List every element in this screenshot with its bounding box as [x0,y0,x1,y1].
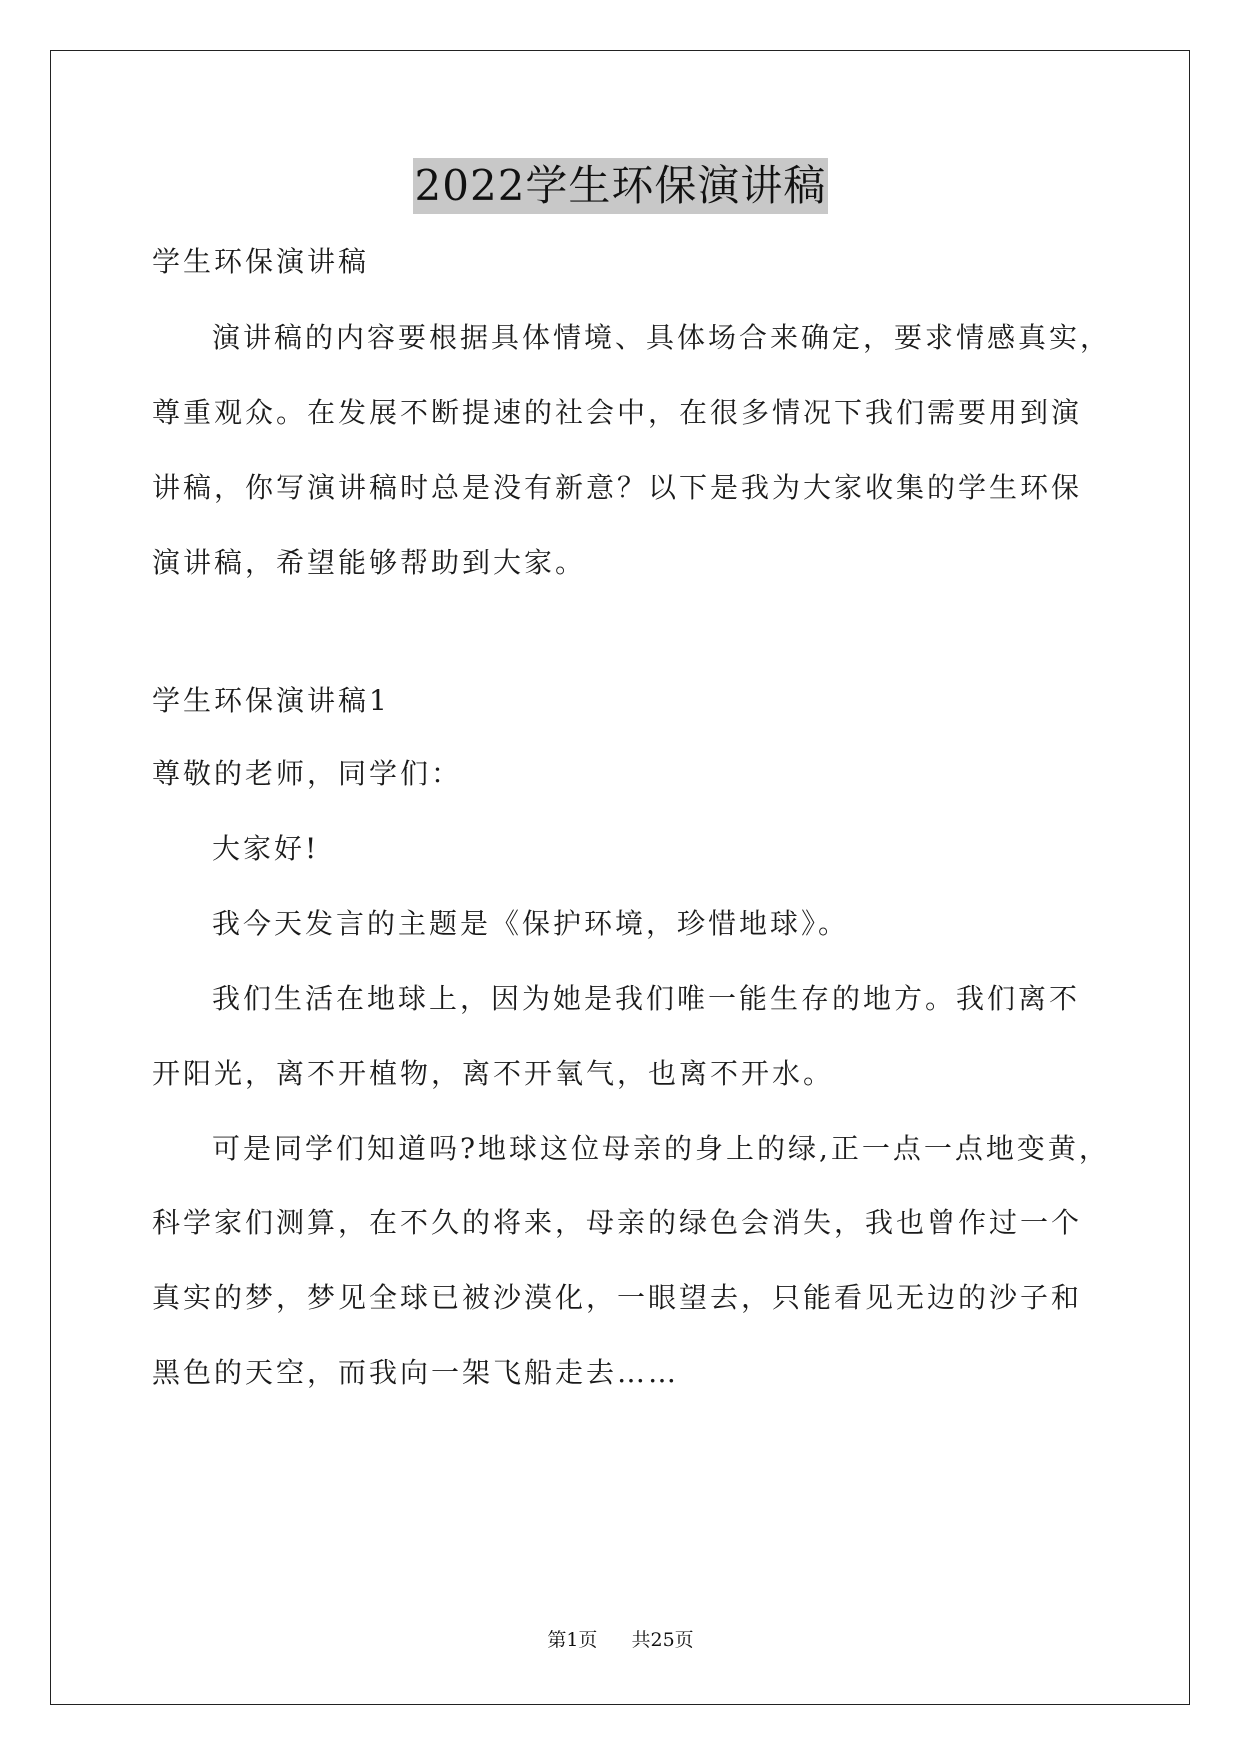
paragraph-line: 我今天发言的主题是《保护环境，珍惜地球》。 [212,907,850,940]
paragraph-line: 真实的梦，梦见全球已被沙漠化，一眼望去，只能看见无边的沙子和 [152,1281,1083,1314]
paragraph-line: 演讲稿，希望能够帮助到大家。 [152,546,587,579]
paragraph-line: 演讲稿的内容要根据具体情境、具体场合来确定，要求情感真实， [212,321,1112,354]
paragraph-line: 开阳光，离不开植物，离不开氧气，也离不开水。 [152,1057,835,1090]
paragraph-line: 黑色的天空，而我向一架飞船走去…… [152,1356,680,1389]
page-footer [0,1627,1241,1653]
page-border [50,50,1190,1705]
greeting: 大家好! [212,832,320,865]
page-total: 共25页 [631,1629,694,1651]
paragraph-line: 讲稿，你写演讲稿时总是没有新意？以下是我为大家收集的学生环保 [152,471,1083,504]
intro-heading: 学生环保演讲稿 [152,245,370,278]
paragraph-line: 科学家们测算，在不久的将来，母亲的绿色会消失，我也曾作过一个 [152,1206,1083,1239]
paragraph-line: 尊重观众。在发展不断提速的社会中，在很多情况下我们需要用到演 [152,396,1083,429]
section-heading: 学生环保演讲稿1 [152,684,390,717]
title-container [0,158,1241,214]
page-number: 第1页 [547,1629,598,1651]
document-title: 2022学生环保演讲稿 [413,158,829,214]
paragraph-line: 我们生活在地球上，因为她是我们唯一能生存的地方。我们离不 [212,982,1081,1015]
paragraph-line: 可是同学们知道吗?地球这位母亲的身上的绿,正一点一点地变黄， [212,1132,1110,1165]
salutation: 尊敬的老师，同学们： [152,757,463,790]
